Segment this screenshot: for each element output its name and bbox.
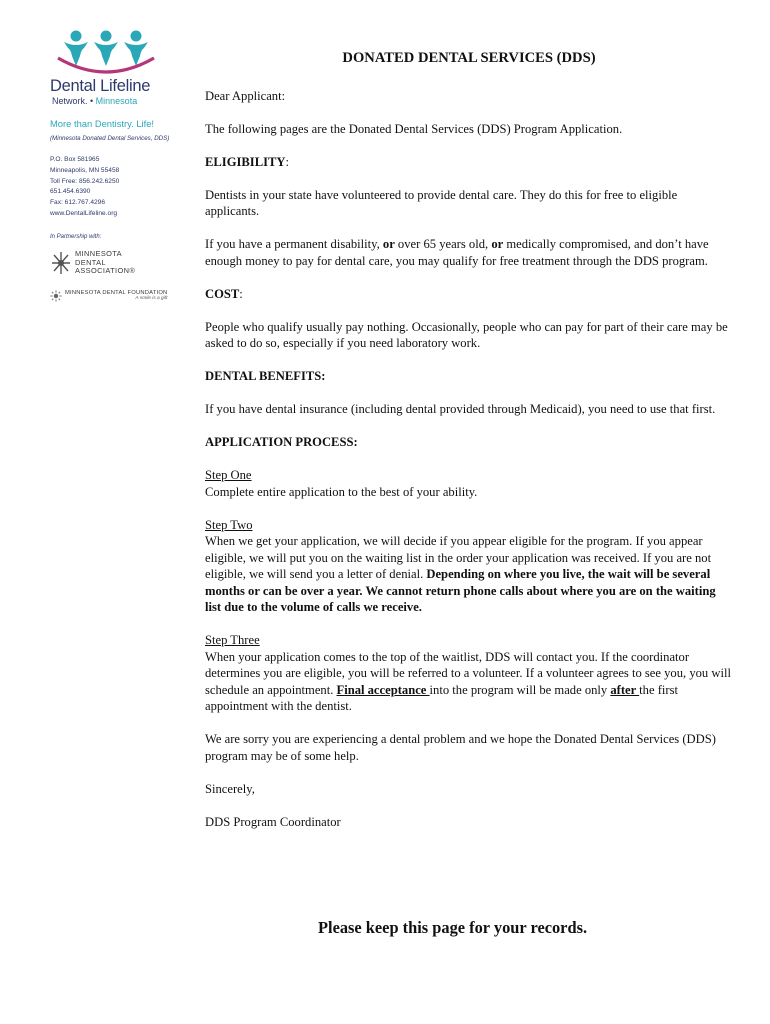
org-name: Dental Lifeline [50,77,151,95]
process-heading: APPLICATION PROCESS: [205,435,358,449]
benefits-paragraph: If you have dental insurance (including dental provided through Medicaid), you need to use that first. [205,402,716,416]
step-one-title: Step One [205,468,252,482]
cost-paragraph: People who qualify usually pay nothing. Occasionally, people who can pay for part of their care may be asked to do so, especially if you need laboratory work. [205,319,728,350]
mdf-name: MINNESOTA DENTAL FOUNDATION [65,290,168,297]
dental-lifeline-logo-icon [54,28,158,78]
sun-icon [50,290,62,302]
step-three-text: When your application comes to the top of the waitlist, DDS will contact you. If the coordinator determines you are eligible, you will be referred to a volunteer. If a volunteer agrees to see you, you will schedule an appointment. Final acceptance into the program will be made only after the first appointment with the dentist. [205,649,731,713]
tagline: More than Dentistry. Life! [50,118,155,129]
address-line: Minneapolis, MN 55458 [50,166,120,174]
mda-name: MINNESOTA DENTAL ASSOCIATION® [75,249,136,275]
tooth-star-icon [50,250,72,276]
letterhead [50,28,190,302]
partner-label: In Partnership with: [50,233,102,240]
step-one [205,467,733,500]
address-line: 651.454.6390 [50,188,91,196]
step-three [205,632,733,715]
cost-heading: COST: [205,286,243,301]
address-line: www.DentalLifeline.org [50,209,118,217]
salutation: Dear Applicant: [205,88,286,103]
mdf-logo [50,290,190,302]
address-line: Fax: 612.767.4296 [50,199,105,207]
step-two-text: When we get your application, we will decide if you appear eligible for the program. If you appear eligible, we will put you on the waiting list in the order your application was received. If you are not eligible, we will send you a letter of denial. Depending on where you live, the wait will be several months or can be over a year. We cannot return phone calls about where you are on the waiting list due to the volume of calls we receive. [205,534,716,614]
eligibility-heading: ELIGIBILITY: [205,154,289,169]
intro-paragraph: The following pages are the Donated Dental Services (DDS) Program Application. [205,121,623,136]
step-one-text: Complete entire application to the best of your ability. [205,484,478,499]
eligibility-criteria-paragraph: If you have a permanent disability, or over 65 years old, or medically compromised, and don’t have enough money to pay for dental care, you may qualify for free treatment through the DDS program. [205,237,709,268]
sorry-paragraph: We are sorry you are experiencing a dental problem and we hope the Donated Dental Services (DDS) program may be of some help. [205,732,716,763]
address-line: Toll Free: 856.242.6250 [50,177,120,185]
mda-logo [50,250,190,276]
step-three-title: Step Three [205,633,260,647]
keep-page-note: Please keep this page for your records. [318,918,588,937]
org-subtitle: Network. • Minnesota [52,96,138,106]
org-network: Network [52,96,86,106]
page-title: DONATED DENTAL SERVICES (DDS) [342,50,596,66]
contact-address [50,155,190,220]
step-two-title: Step Two [205,517,253,532]
address-line: P.O. Box 581965 [50,156,100,163]
step-two [205,517,733,616]
benefits-heading: DENTAL BENEFITS: [205,369,326,383]
org-region: Minnesota [95,96,138,106]
sincerely: Sincerely, [205,781,255,796]
mdf-tagline: A smile is a gift [135,296,168,302]
eligibility-paragraph: Dentists in your state have volunteered to provide dental care. They do this for free to eligible applicants. [205,187,678,218]
org-description: (Minnesota Donated Dental Services, DDS) [50,135,170,142]
letter-body [205,50,733,847]
signature: DDS Program Coordinator [205,814,341,829]
